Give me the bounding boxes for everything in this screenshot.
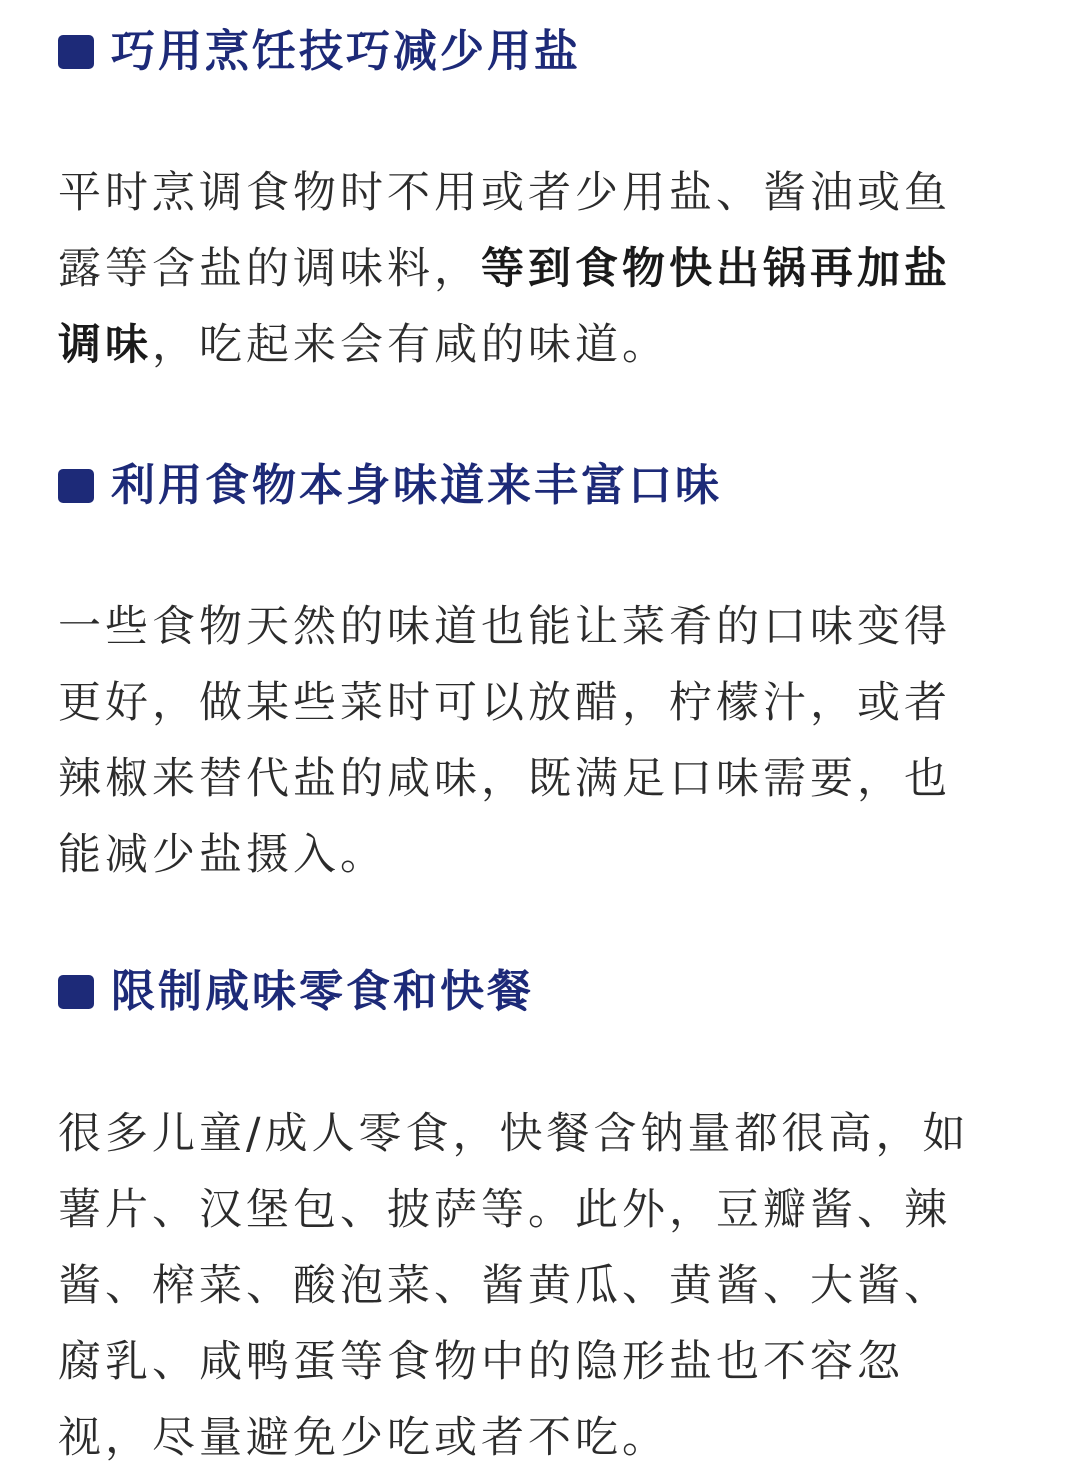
section-heading [58,962,534,1022]
square-bullet-icon [58,469,94,503]
section-title: 利用食物本身味道来丰富口味 [111,460,722,511]
paragraph-line: 酱、榨菜、酸泡菜、酱黄瓜、黄酱、大酱、 [58,1261,951,1311]
section-title: 巧用烹饪技巧减少用盐 [111,26,581,77]
emphasis-text: 调味 [58,320,152,370]
section-paragraph [58,1096,1026,1476]
paragraph-line: 视，尽量避免少吃或者不吃。 [58,1413,669,1463]
paragraph-line: 一些食物天然的味道也能让菜肴的口味变得 [58,602,951,652]
paragraph-line: 调味，吃起来会有咸的味道。 [58,320,669,370]
paragraph-line: 薯片、汉堡包、披萨等。此外，豆瓣酱、辣 [58,1185,951,1235]
section-heading [58,456,722,516]
paragraph-line: 能减少盐摄入。 [58,830,387,880]
square-bullet-icon [58,35,94,69]
section-title: 限制咸味零食和快餐 [111,966,534,1017]
paragraph-line: 平时烹调食物时不用或者少用盐、酱油或鱼 [58,168,951,218]
section-paragraph [58,589,1026,893]
paragraph-line: 辣椒来替代盐的咸味，既满足口味需要，也 [58,754,951,804]
section-paragraph [58,155,1026,383]
emphasis-text: 等到食物快出锅再加盐 [481,244,951,294]
paragraph-line: 更好，做某些菜时可以放醋，柠檬汁，或者 [58,678,951,728]
paragraph-line: 露等含盐的调味料，等到食物快出锅再加盐 [58,244,951,294]
paragraph-line: 很多儿童/成人零食，快餐含钠量都很高，如 [58,1109,970,1159]
square-bullet-icon [58,975,94,1009]
section-heading [58,22,581,82]
paragraph-line: 腐乳、咸鸭蛋等食物中的隐形盐也不容忽 [58,1337,904,1387]
